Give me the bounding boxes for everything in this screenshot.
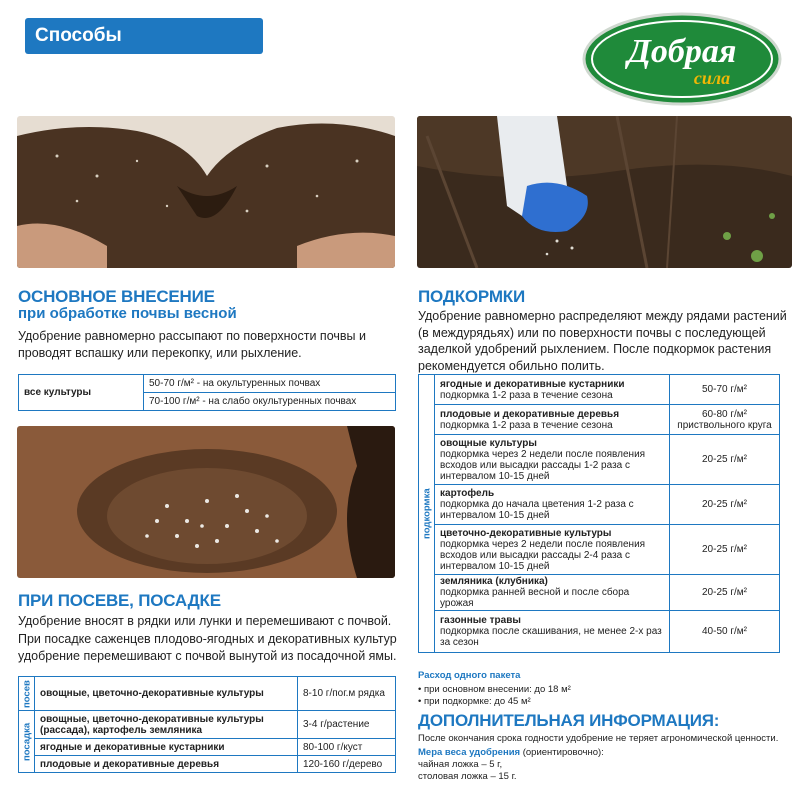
sowing-rate-cell: 8-10 г/пог.м рядка (298, 677, 396, 711)
consumption-title: Расход одного пакета (418, 670, 521, 681)
consumption-line-2: • при подкормке: до 45 м² (418, 696, 531, 707)
planting-group-label: посадка (19, 711, 35, 773)
sowing-crop-cell: овощные, цветочно-декоративные культуры (рассада), картофель земляника (35, 711, 298, 739)
feeding-rate-cell: 20-25 г/м² (670, 435, 780, 485)
feeding-rate-cell: 20-25 г/м² (670, 485, 780, 525)
basic-section-text: Удобрение равномерно рассыпают по поверхности почвы и проводят вспашку или перекопку, или рыхление. (18, 329, 366, 360)
basic-rate-row-1: 50-70 г/м² - на окультуренных почвах (144, 375, 396, 393)
basic-section-title: ОСНОВНОЕ ВНЕСЕНИЕ (18, 287, 215, 306)
sowing-rate-cell: 3-4 г/растение (298, 711, 396, 739)
feeding-rates-table (418, 374, 780, 653)
sowing-group-label: посев (19, 677, 35, 711)
sowing-crop-cell: плодовые и декоративные деревья (35, 756, 298, 773)
sowing-section-title: ПРИ ПОСЕВЕ, ПОСАДКЕ (18, 591, 221, 610)
basic-crop-cell: все культуры (19, 375, 144, 411)
logo-main-text: Добрая (627, 33, 737, 70)
feeding-crop-cell: газонные травы подкормка после скашивания, не менее 2-х раз за сезон (435, 611, 670, 653)
feeding-rate-cell: 20-25 г/м² (670, 525, 780, 575)
feeding-section-text: Удобрение равномерно распределяют между рядами растений (в междурядьях) или по поверхности почвы с последующей заделкой удобрений рыхлением. После подкормок растения рекомендуется обильно полить. (418, 309, 787, 373)
page-title: Способы использования (25, 18, 263, 54)
feeding-section-title: ПОДКОРМКИ (418, 287, 525, 306)
sowing-rates-table (18, 676, 396, 773)
feeding-group-label: подкормка (419, 375, 435, 653)
measure-teaspoon: чайная ложка – 5 г, (418, 759, 503, 770)
sowing-section-text-2: При посадке саженцев плодово-ягодных и декоративных культур удобрение перемешивают с почвой вынутой из посадочной ямы. (18, 632, 397, 663)
brand-logo (582, 12, 782, 106)
planting-hole-photo (17, 426, 395, 578)
basic-rate-row-2: 70-100 г/м² - на слабо окультуренных почвах (144, 393, 396, 411)
glove-fertilizer-photo (417, 116, 792, 268)
feeding-crop-cell: земляника (клубника) подкормка ранней весной и после сбора урожая (435, 575, 670, 611)
feeding-crop-cell: овощные культуры подкормка через 2 недели после появления всходов или высадки рассады 1-2 раза с интервалом 10-15 дней (435, 435, 670, 485)
feeding-rate-cell: 50-70 г/м² (670, 375, 780, 405)
basic-section-subtitle: при обработке почвы весной (18, 305, 237, 322)
feeding-crop-cell: цветочно-декоративные культуры подкормка через 2 недели после появления всходов или высадки рассады 2-4 раза с интервалом 10-15 дней (435, 525, 670, 575)
sowing-rate-cell: 80-100 г/куст (298, 739, 396, 756)
logo-sub-text: сила (693, 68, 731, 88)
feeding-crop-cell: картофель подкормка до начала цветения 1-2 раза с интервалом 10-15 дней (435, 485, 670, 525)
extra-info-text: После окончания срока годности удобрение не теряет агрономической ценности. (418, 733, 779, 744)
feeding-rate-cell: 20-25 г/м² (670, 575, 780, 611)
feeding-crop-cell: ягодные и декоративные кустарники подкормка 1-2 раза в течение сезона (435, 375, 670, 405)
feeding-rate-cell: 60-80 г/м² приствольного круга (670, 405, 780, 435)
sowing-rate-cell: 120-160 г/дерево (298, 756, 396, 773)
feeding-crop-cell: плодовые и декоративные деревья подкормка 1-2 раза в течение сезона (435, 405, 670, 435)
consumption-line-1: • при основном внесении: до 18 м² (418, 684, 571, 695)
sowing-crop-cell: овощные, цветочно-декоративные культуры (35, 677, 298, 711)
sowing-crop-cell: ягодные и декоративные кустарники (35, 739, 298, 756)
measure-tablespoon: столовая ложка – 15 г. (418, 771, 517, 782)
soil-hands-photo (17, 116, 395, 268)
basic-rates-table (18, 374, 396, 411)
sowing-section-text-1: Удобрение вносят в рядки или лунки и перемешивают с почвой. (18, 614, 392, 628)
extra-info-title: ДОПОЛНИТЕЛЬНАЯ ИНФОРМАЦИЯ: (418, 711, 720, 730)
measure-line: Мера веса удобрения (ориентировочно): (418, 747, 604, 758)
feeding-rate-cell: 40-50 г/м² (670, 611, 780, 653)
